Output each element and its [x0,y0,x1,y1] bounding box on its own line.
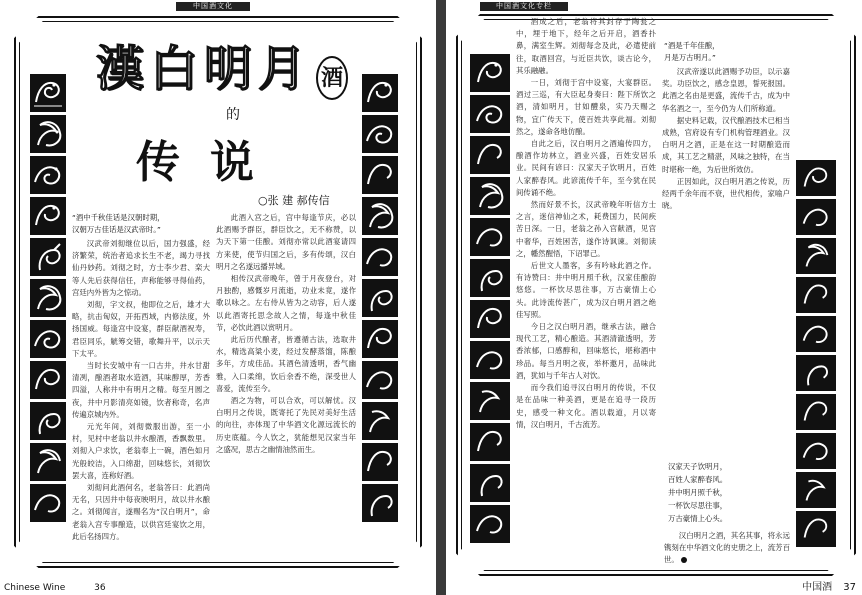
ending-text: 汉白明月之酒，其名其事，将永远镌刻在中华酒文化的史册之上，流芳百世。 [664,531,790,565]
phoenix-emblem-icon [796,355,836,391]
dragon-emblem-icon [796,316,836,352]
phoenix-tile-icon [30,115,66,153]
phoenix-emblem-icon [30,279,66,317]
right-page [446,0,862,595]
right-page-dragon-column-a [470,54,510,543]
phoenix-tile-icon [30,238,66,276]
body-paragraph: 一日，刘彻于宫中设宴，大宴群臣。酒过三巡，有大臣起身奏曰：陛下所饮之酒，清如明月，甘如醴泉，实乃天赐之物，宜广传天下，使百姓共享此福。刘彻然之，遂命各地仿酿。 [516,78,656,136]
phoenix-emblem-icon [796,238,836,274]
poem-block [668,460,788,525]
dragon-tile-icon [470,341,510,379]
phoenix-tile-icon [362,197,398,235]
dragon-tile-icon [470,136,510,174]
epigraph-line: “酒中千秋佳话是汉朝时期， [72,213,165,222]
body-paragraph: 然而好景不长，汉武帝晚年听信方士之言，迷信神仙之术，耗费国力，民间疾苦日深。一日，老翁之孙入宫献酒，见宫中奢华，百姓困苦，遂作诗讽谏。刘彻读之，幡然醒悟，下诏罪己。 [516,200,656,258]
body-paragraph: 汉武帝刘彻继位以后，国力强盛，经济繁荣，统治者追求长生不老，竭力寻找仙丹妙药。刘彻之时，方士李少君、栾大等人先后获得信任，声称能够寻得仙药，宫廷内外皆为之惊动。 [72,239,210,297]
dragon-tile-icon [362,238,398,276]
phoenix-tile-icon [796,472,836,508]
dragon-emblem-icon [470,218,510,256]
poem-line: 百姓人家醉春风。 [668,475,728,484]
phoenix-emblem-icon [362,402,398,440]
dragon-tile-icon [30,484,66,522]
left-page-dragon-column-a [30,74,66,522]
body-paragraph: 当时长安城中有一口古井，井水甘甜清冽，酿酒者取水造酒，其味醇厚，芳香四溢，人称井中有明月之精。每至月圆之夜，井中月影清亮如镜，饮者称奇，名声传遍京城内外。 [72,361,210,419]
dragon-tile-icon [470,54,510,92]
body-paragraph: 而今我们追寻汉白明月的传说，不仅是在品味一种美酒，更是在追寻一段历史，感受一种文化。酒以载道，月以寄情，汉白明月，千古流芳。 [516,383,656,429]
dragon-emblem-icon [30,156,66,194]
dragon-tile-icon [362,115,398,153]
phoenix-tile-icon [362,402,398,440]
page-gutter [436,0,446,595]
body-paragraph: 酒成之后，老翁将其封存于陶瓮之中，埋于地下，经年之后开启，酒香扑鼻，满室生辉。刘彻每念及此，必遣使前往，取酒回宫，与近臣共饮，谈古论今，其乐融融。 [516,17,656,75]
wine-seal-stamp: 酒 [316,56,348,100]
dragon-emblem-icon [470,136,510,174]
phoenix-tile-icon [362,484,398,522]
left-page-dragon-column-b [362,74,398,522]
dragon-tile-icon [30,156,66,194]
phoenix-tile-icon [362,279,398,317]
dragon-tile-icon [470,505,510,543]
dragon-emblem-icon [30,361,66,399]
dragon-tile-icon [30,320,66,358]
phoenix-emblem-icon [362,197,398,235]
body-paragraph: 汉武帝遂以此酒赐予功臣，以示嘉奖。功臣饮之，感念皇恩，誓死报国。此酒之名由是更盛，流传千古，成为中华名酒之一，至今仍为人们所称道。 [662,67,790,113]
poem-line: 汉家天子饮明月， [668,462,728,471]
dragon-emblem-icon [30,197,66,235]
phoenix-tile-icon [470,382,510,420]
dragon-emblem-icon [796,511,836,547]
right-footer [802,578,856,593]
phoenix-tile-icon [470,464,510,502]
dragon-emblem-icon [362,156,398,194]
dragon-tile-icon [470,95,510,133]
dragon-tile-icon [362,156,398,194]
left-column-body [72,238,210,568]
dragon-tile-icon [470,423,510,461]
dragon-tile-icon [796,433,836,469]
phoenix-tile-icon [470,259,510,297]
dragon-emblem-icon [362,443,398,481]
author-byline: ○张 建 郝传信 [258,194,330,207]
dragon-emblem-icon [362,74,398,112]
title-particle: 的 [226,107,240,123]
dragon-emblem-icon [362,238,398,276]
dragon-tile-icon [362,74,398,112]
dragon-emblem-icon [470,300,510,338]
body-paragraph: 此后历代酿者，皆遵循古法，选取井水，精选高粱小麦，经过发酵蒸馏，陈酿多年，方成佳品。其酒色清透明，香气幽雅，入口柔绵，饮后余香不绝，深受世人喜爱，流传至今。 [216,335,356,393]
dragon-emblem-icon [362,320,398,358]
dragon-tile-icon [796,277,836,313]
phoenix-tile-icon [796,355,836,391]
phoenix-emblem-icon [362,279,398,317]
dragon-emblem-icon [796,160,836,196]
dragon-tile-icon [470,218,510,256]
phoenix-emblem-icon [30,115,66,153]
page-number: 37 [843,582,856,593]
dragon-emblem-icon [470,95,510,133]
body-paragraph: 自此之后，汉白明月之酒遍传四方，酿酒作坊林立，酒业兴盛，百姓安居乐业。民间有谚曰：汉家天子饮明月，百姓人家醉春风。此谚流传千年，至今犹在民间传诵不绝。 [516,139,656,197]
quote-line: 月是万古明月。” [664,53,716,62]
dragon-tile-icon [796,316,836,352]
body-paragraph: 酒之为物，可以合欢，可以解忧。汉白明月之传说，既寄托了先民对美好生活的向往，亦体现了中华酒文化源远流长的历史底蕴。今人饮之，犹能想见汉家当年之盛况，思古之幽情油然而生。 [216,396,356,454]
article-ending [664,530,790,570]
poem-line: 井中明月照千秋， [668,488,728,497]
phoenix-tile-icon [30,279,66,317]
right-header-label: 中国酒文化专栏 [480,2,568,11]
body-paragraph: 据史料记载，汉代酿酒技术已相当成熟，官府设有专门机构管理酒业。汉白明月之酒，正是在这一时期酿造而成，其工艺之精湛，风味之独特，在当时堪称一绝，为后世所效仿。 [662,115,790,174]
dragon-emblem-icon [470,423,510,461]
page-number: 36 [94,583,106,593]
phoenix-tile-icon [30,443,66,481]
dragon-emblem-icon [362,361,398,399]
phoenix-emblem-icon [470,382,510,420]
phoenix-tile-icon [796,238,836,274]
dragon-emblem-icon [362,115,398,153]
dragon-tile-icon [796,394,836,430]
article-title-main: 传说 [136,137,284,188]
quote-block [664,40,788,64]
dragon-tile-icon [796,199,836,235]
dragon-tile-icon [30,197,66,235]
phoenix-emblem-icon [30,402,66,440]
body-paragraph: 刘彻，字文叔，他即位之后，雄才大略，抗击匈奴，开拓西域，内修法度，外扬国威。每逢宫中设宴，群臣献酒祝寿，君臣同乐，觥筹交错，歌舞升平，以示天下太平。 [72,300,210,358]
dragon-emblem-icon [796,199,836,235]
phoenix-emblem-icon [470,177,510,215]
dragon-emblem-icon [796,433,836,469]
dragon-emblem-icon [470,54,510,92]
dragon-emblem-icon [470,341,510,379]
poem-line: 万古豪情上心头。 [668,514,728,523]
opening-epigraph [72,212,212,236]
phoenix-emblem-icon [30,238,66,276]
dragon-tile-icon [362,443,398,481]
quote-line: “酒是千年佳酿， [664,41,720,50]
article-title-calligraphy: 漢白明月 [96,41,313,97]
dragon-tile-icon [796,160,836,196]
dragon-tile-icon [796,511,836,547]
phoenix-emblem-icon [30,443,66,481]
dragon-emblem-icon [30,320,66,358]
dragon-tile-icon [470,300,510,338]
body-paragraph: 今日之汉白明月酒，继承古法，融合现代工艺，精心酿造。其酒清澈透明，芳香浓郁，口感醇和，回味悠长，堪称酒中珍品。每当月明之夜，举杯邀月，品味此酒，犹如与千年古人对饮。 [516,322,656,380]
body-paragraph: 元光年间，刘彻微服出游，至一小村，见村中老翁以井水酿酒，香飘数里。刘彻入户求饮，老翁奉上一碗，酒色如月光般皎洁，入口绵甜，回味悠长，刘彻饮罢大喜，连称好酒。 [72,422,210,480]
dragon-emblem-icon [796,277,836,313]
right-page-dragon-column-b [796,160,836,547]
footer-brand: 中国酒 [802,582,833,593]
phoenix-emblem-icon [470,259,510,297]
dragon-emblem-icon [30,74,66,112]
body-paragraph: 刘彻问此酒何名，老翁答曰：此酒尚无名，只因井中每夜映明月，故以井水酿之。刘彻闻言，遂赐名为“汉白明月”，命老翁入宫专事酿造，以供宫廷宴饮之用，此后名扬四方。 [72,483,210,541]
body-paragraph: 相传汉武帝晚年，曾于月夜登台，对月独酌，感慨岁月流逝，功业未竟，遂作歌以咏之。左右侍从皆为之动容，后人遂以此酒寄托思念故人之情，每逢中秋佳节，必饮此酒以赏明月。 [216,274,356,332]
body-paragraph: 后世文人墨客，多有吟咏此酒之作。有诗赞曰：井中明月照千秋，汉家佳酿韵悠悠。一杯饮尽思往事，万古豪情上心头。此诗流传甚广，成为汉白明月酒之绝佳写照。 [516,261,656,319]
phoenix-tile-icon [470,177,510,215]
phoenix-emblem-icon [796,472,836,508]
body-paragraph: 正因如此，汉白明月酒之传说，历经两千余年而不衰，世代相传，家喻户晓。 [662,176,790,211]
dragon-tile-icon [30,74,66,112]
poem-line: 一杯饮尽思往事， [668,501,728,510]
end-mark-icon [681,557,687,563]
dragon-tile-icon [362,361,398,399]
phoenix-emblem-icon [362,484,398,522]
right-left-column-body [516,16,656,572]
epigraph-line: 汉朝万古佳话是汉武帝时。” [72,225,161,234]
phoenix-tile-icon [30,402,66,440]
left-footer [4,583,106,593]
dragon-tile-icon [30,361,66,399]
phoenix-emblem-icon [470,464,510,502]
dragon-tile-icon [362,320,398,358]
dragon-emblem-icon [796,394,836,430]
middle-column-body [216,212,356,568]
dragon-emblem-icon [470,505,510,543]
footer-brand: Chinese Wine [4,583,66,593]
right-middle-column-body [662,66,790,456]
left-header-label: 中国酒文化 [176,2,250,11]
dragon-emblem-icon [30,484,66,522]
body-paragraph: 此酒入宫之后，宫中每逢节庆，必以此酒赐予群臣，群臣饮之，无不称赞，以为天下第一佳酿。刘彻亦常以此酒宴请四方来使，使节归国之后，多有传颂，汉白明月之名遂远播异域。 [216,213,356,271]
